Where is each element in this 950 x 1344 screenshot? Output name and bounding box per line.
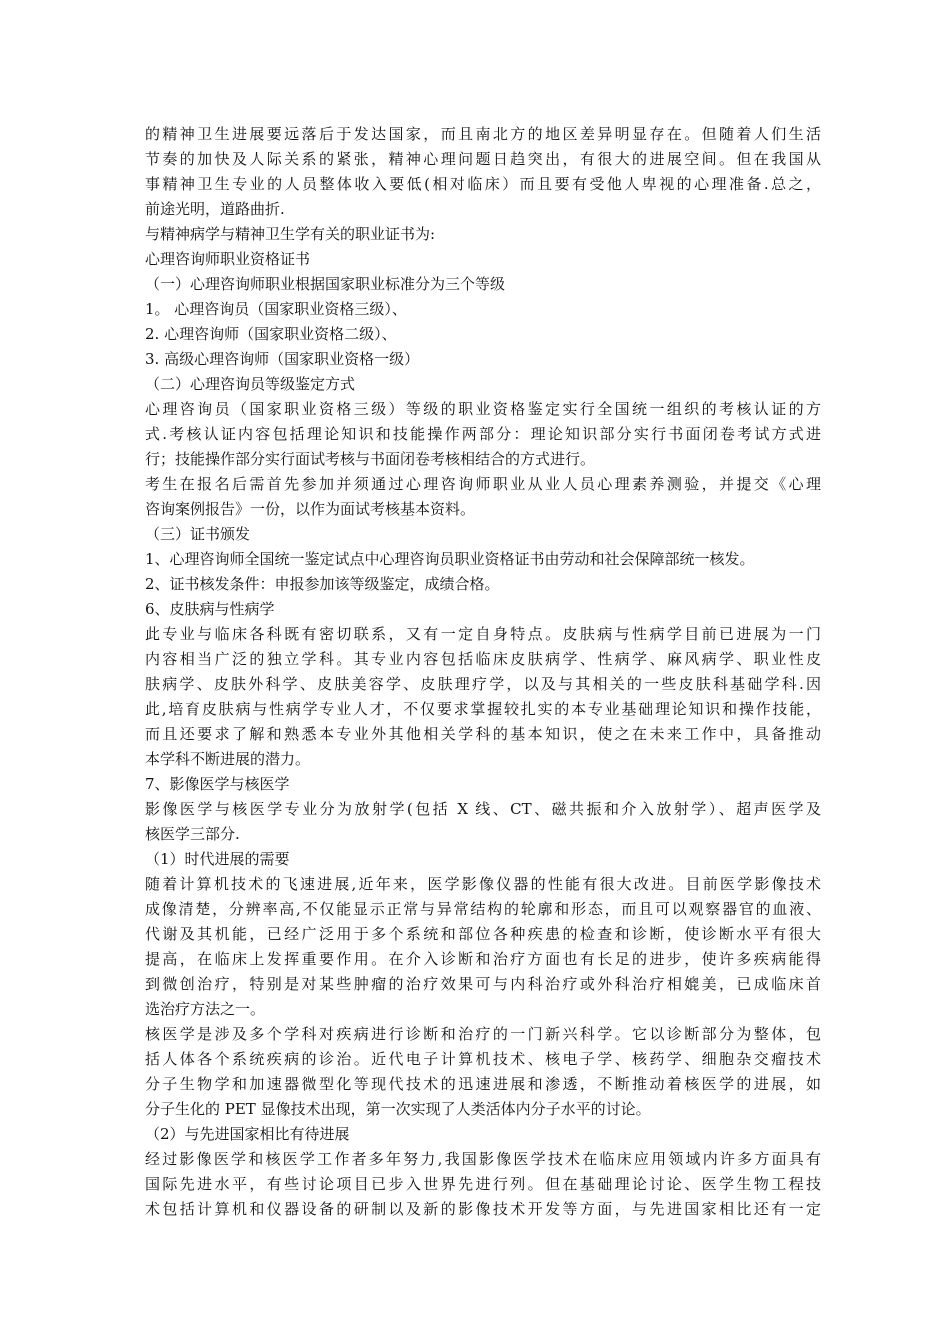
text-line: 本学科不断进展的潜力。 bbox=[145, 750, 311, 768]
text-line: （二）心理咨询员等级鉴定方式 bbox=[145, 375, 356, 393]
text-line: 括人体各个系统疾病的诊治。近代电子计算机技术、核电子学、核药学、细胞杂交瘤技术 bbox=[145, 1050, 821, 1068]
text-line: 行；技能操作部分实行面试考核与书面闭卷考核相结合的方式进行。 bbox=[145, 450, 596, 468]
text-line: 的精神卫生进展要远落后于发达国家，而且南北方的地区差异明显存在。但随着人们生活 bbox=[145, 125, 821, 143]
text-line: 国际先进水平，有些讨论项目已步入世界先进行列。但在基础理论讨论、医学生物工程技 bbox=[145, 1175, 821, 1193]
text-line: 分子生物学和加速器微型化等现代技术的迅速进展和渗透，不断推动着核医学的进展，如 bbox=[145, 1075, 821, 1093]
text-line: （2）与先进国家相比有待进展 bbox=[145, 1125, 350, 1143]
text-line: 核医学是涉及多个学科对疾病进行诊断和治疗的一门新兴科学。它以诊断部分为整体，包 bbox=[145, 1025, 821, 1043]
text-line: 咨询案例报告》一份，以作为面试考核基本资料。 bbox=[145, 500, 476, 518]
text-line: 心理咨询师职业资格证书 bbox=[145, 250, 311, 268]
text-line: 1、心理咨询师全国统一鉴定试点中心理咨询员职业资格证书由劳动和社会保障部统一核发。 bbox=[145, 550, 755, 568]
text-line: 随着计算机技术的飞速进展,近年来，医学影像仪器的性能有很大改进。目前医学影像技术 bbox=[145, 875, 821, 893]
document-body bbox=[145, 122, 821, 1222]
text-line: 此,培育皮肤病与性病学专业人才，不仅要求掌握较扎实的本专业基础理论知识和操作技能， bbox=[145, 700, 821, 718]
text-line: （一）心理咨询师职业根据国家职业标准分为三个等级 bbox=[145, 275, 506, 293]
text-line: 到微创治疗，特别是对某些肿瘤的治疗效果可与内科治疗或外科治疗相媲美，已成临床首 bbox=[145, 975, 821, 993]
text-line: 成像清楚，分辨率高,不仅能显示正常与异常结构的轮廓和形态，而且可以观察器官的血液、 bbox=[145, 900, 821, 918]
text-line: 与精神病学与精神卫生学有关的职业证书为: bbox=[145, 225, 436, 243]
text-line: 2、证书核发条件：申报参加该等级鉴定，成绩合格。 bbox=[145, 575, 500, 593]
text-line: 分子生化的 PET 显像技术出现，第一次实现了人类活体内分子水平的讨论。 bbox=[145, 1100, 651, 1118]
text-line: 考生在报名后需首先参加并须通过心理咨询师职业从业人员心理素养测验，并提交《心理 bbox=[145, 475, 821, 493]
text-line: 此专业与临床各科既有密切联系，又有一定自身特点。皮肤病与性病学目前已进展为一门 bbox=[145, 625, 821, 643]
text-line: 式.考核认证内容包括理论知识和技能操作两部分：理论知识部分实行书面闭卷考试方式进 bbox=[145, 425, 821, 443]
text-line: （1）时代进展的需要 bbox=[145, 850, 290, 868]
text-line: 提高，在临床上发挥重要作用。在介入诊断和治疗方面也有长足的进步，使许多疾病能得 bbox=[145, 950, 821, 968]
text-line: 肤病学、皮肤外科学、皮肤美容学、皮肤理疗学，以及与其相关的一些皮肤科基础学科.因 bbox=[145, 675, 821, 693]
text-line: 选治疗方法之一。 bbox=[145, 1000, 266, 1018]
text-line: 代谢及其机能，已经广泛用于多个系统和部位各种疾患的检查和诊断，使诊断水平有很大 bbox=[145, 925, 821, 943]
text-line: 术包括计算机和仪器设备的研制以及新的影像技术开发等方面，与先进国家相比还有一定 bbox=[145, 1200, 821, 1218]
text-line: 心理咨询员（国家职业资格三级）等级的职业资格鉴定实行全国统一组织的考核认证的方 bbox=[145, 400, 821, 418]
text-line: 而且还要求了解和熟悉本专业外其他相关学科的基本知识，使之在未来工作中，具备推动 bbox=[145, 725, 821, 743]
text-line: （三）证书颁发 bbox=[145, 525, 251, 543]
text-line: 1。 心理咨询员（国家职业资格三级）、 bbox=[145, 300, 407, 318]
text-line: 核医学三部分. bbox=[145, 825, 240, 843]
text-line: 影像医学与核医学专业分为放射学(包括 X 线、CT、磁共振和介入放射学）、超声医学及 bbox=[145, 800, 821, 818]
text-line: 前途光明，道路曲折. bbox=[145, 200, 285, 218]
text-line: 经过影像医学和核医学工作者多年努力,我国影像医学技术在临床应用领域内许多方面具有 bbox=[145, 1150, 821, 1168]
text-line: 2. 心理咨询师（国家职业资格二级）、 bbox=[145, 325, 397, 343]
text-line: 6、皮肤病与性病学 bbox=[145, 600, 275, 618]
text-line: 7、影像医学与核医学 bbox=[145, 775, 290, 793]
text-line: 3. 高级心理咨询师（国家职业资格一级） bbox=[145, 350, 420, 368]
text-line: 事精神卫生专业的人员整体收入要低(相对临床）而且要有受他人卑视的心理准备.总之， bbox=[145, 175, 821, 193]
text-line: 内容相当广泛的独立学科。其专业内容包括临床皮肤病学、性病学、麻风病学、职业性皮 bbox=[145, 650, 821, 668]
text-line: 节奏的加快及人际关系的紧张，精神心理问题日趋突出，有很大的进展空间。但在我国从 bbox=[145, 150, 821, 168]
